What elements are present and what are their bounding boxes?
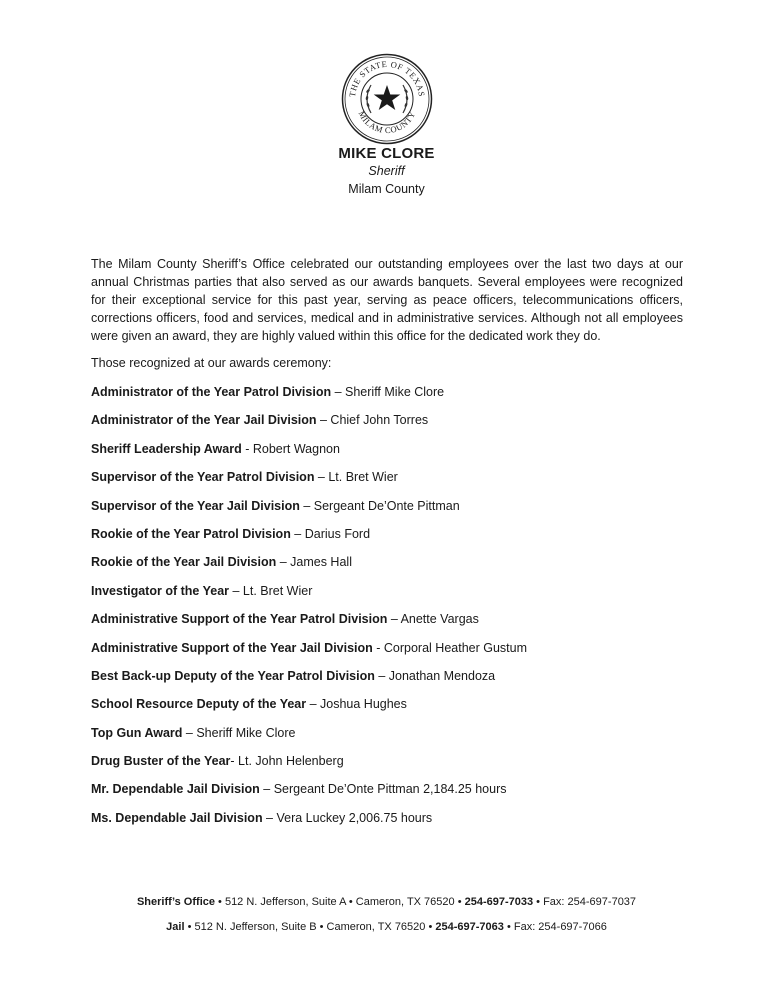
award-item — [91, 383, 711, 411]
footer-office-address: • 512 N. Jefferson, Suite A • Cameron, TX 76520 • — [214, 896, 465, 908]
award-item — [91, 610, 711, 638]
footer-office-line — [0, 896, 773, 908]
award-recipient: – James Hall — [276, 555, 352, 570]
footer-office-fax: • Fax: 254-697-7037 — [533, 896, 637, 908]
award-title: Supervisor of the Year Jail Division — [91, 498, 300, 513]
award-title: Best Back-up Deputy of the Year Patrol Division — [91, 668, 375, 683]
award-item — [91, 724, 711, 752]
award-item — [91, 639, 711, 667]
award-recipient: - Corporal Heather Gustum — [372, 640, 528, 655]
award-item — [91, 809, 711, 837]
award-item — [91, 780, 711, 808]
award-item — [91, 468, 711, 496]
award-recipient: – Chief John Torres — [316, 413, 429, 428]
footer-jail-address: • 512 N. Jefferson, Suite B • Cameron, TX 76520 • — [184, 921, 436, 933]
award-title: Investigator of the Year — [91, 583, 230, 598]
award-recipient: – Lt. Bret Wier — [229, 583, 313, 598]
award-recipient: – Sergeant De’Onte Pittman — [299, 498, 460, 513]
award-title: School Resource Deputy of the Year — [91, 697, 307, 712]
award-item — [91, 752, 711, 780]
sheriff-name: MIKE CLORE — [338, 145, 435, 162]
award-title: Administrator of the Year Jail Division — [91, 413, 317, 428]
footer-jail-fax: • Fax: 254-697-7066 — [503, 921, 607, 933]
award-recipient: – Darius Ford — [290, 526, 371, 541]
award-recipient: – Vera Luckey 2,006.75 hours — [262, 810, 433, 825]
footer-jail-phone: 254-697-7063 — [435, 921, 504, 933]
award-item — [91, 440, 711, 468]
footer-office-label: Sheriff’s Office — [136, 896, 215, 908]
award-item — [91, 667, 711, 695]
award-recipient: - Lt. John Helenberg — [230, 754, 344, 769]
award-recipient: – Lt. Bret Wier — [314, 470, 398, 485]
sheriff-title: Sheriff — [368, 164, 405, 178]
award-recipient: – Sheriff Mike Clore — [331, 385, 445, 399]
award-title: Administrative Support of the Year Jail Division — [91, 640, 373, 655]
county-name: Milam County — [348, 182, 425, 196]
award-title: Mr. Dependable Jail Division — [91, 782, 260, 797]
award-title: Rookie of the Year Jail Division — [91, 555, 277, 570]
intro-paragraph: The Milam County Sheriff’s Office celebrated our outstanding employees over the last two days at our annual Christmas parties that also served as our awards banquets. Several employees were recognized for their exceptional service for this past year, serving as peace officers, telecommunications officers, corrections officers, food and services, medical and in administrative services. Although not all employees were given an award, they are highly valued within this office for the dedicated work they do. — [91, 257, 683, 343]
award-title: Sheriff Leadership Award — [91, 441, 242, 456]
award-title: Ms. Dependable Jail Division — [91, 810, 263, 825]
award-title: Top Gun Award — [91, 725, 183, 740]
award-recipient: – Anette Vargas — [387, 612, 479, 627]
award-title: Rookie of the Year Patrol Division — [91, 526, 291, 541]
award-title: Administrative Support of the Year Patrol Division — [91, 612, 388, 627]
footer-jail-line — [0, 921, 773, 933]
footer-jail-label: Jail — [166, 921, 185, 933]
svg-text:MILAM COUNTY: MILAM COUNTY — [356, 109, 418, 136]
award-title: Administrator of the Year Patrol Division — [91, 385, 332, 399]
award-recipient: – Joshua Hughes — [306, 697, 407, 712]
award-recipient: – Sergeant De’Onte Pittman 2,184.25 hours — [259, 782, 507, 797]
awards-list — [91, 383, 711, 837]
award-title: Supervisor of the Year Patrol Division — [91, 470, 315, 485]
svg-text:THE STATE OF TEXAS: THE STATE OF TEXAS — [347, 58, 427, 98]
award-item — [91, 695, 711, 723]
awards-lead-text: Those recognized at our awards ceremony: — [91, 356, 332, 370]
award-recipient: – Jonathan Mendoza — [374, 668, 496, 683]
award-item — [91, 582, 711, 610]
award-item — [91, 497, 711, 525]
texas-seal-icon — [341, 53, 433, 145]
award-item — [91, 525, 711, 553]
award-recipient: - Robert Wagnon — [241, 441, 340, 456]
award-recipient: – Sheriff Mike Clore — [182, 725, 296, 740]
award-title: Drug Buster of the Year — [91, 754, 231, 769]
footer-office-phone: 254-697-7033 — [464, 896, 534, 908]
award-item — [91, 553, 711, 581]
award-item — [91, 411, 711, 439]
